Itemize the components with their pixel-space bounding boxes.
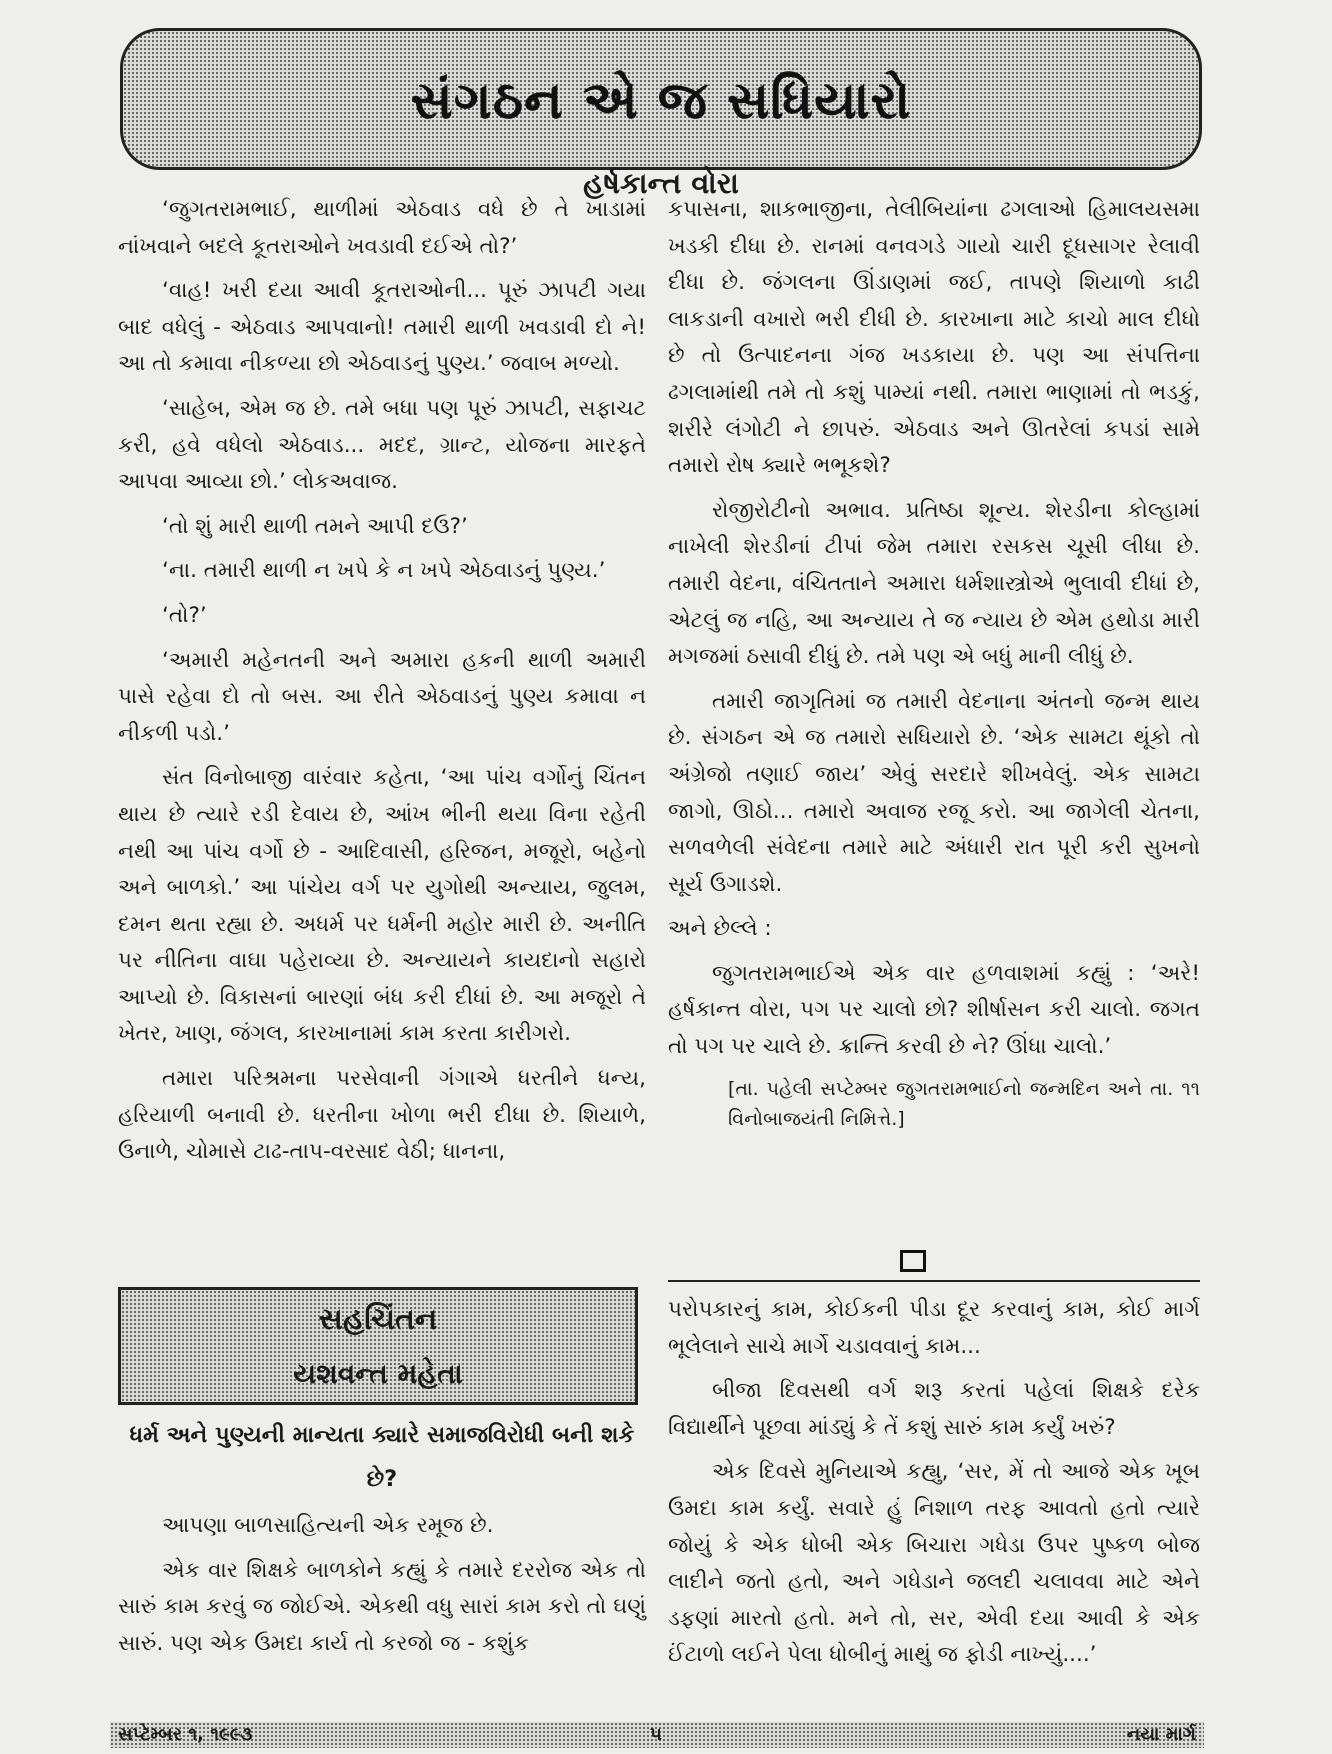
- end-mark-icon: [900, 1250, 926, 1272]
- paragraph: ‘વાહ! ખરી દયા આવી કૂતરાઓની... પૂરું ઝાપટી ગયા બાદ વધેલું - એઠવાડ આપવાનો! તમારી થાળી ખવડાવી દો ને! આ તો કમાવા નીકળ્યા છો એઠવાડનું પુણ્ય.’ જવાબ મળ્યો.: [118, 278, 646, 377]
- column-text-left: [118, 1508, 646, 1670]
- paragraph: આપણા બાળસાહિત્યની એક રમૂજ છે.: [162, 1513, 494, 1538]
- paragraph: રોજીરોટીનો અભાવ. પ્રતિષ્ઠા શૂન્ય. શેરડીના કોલ્હામાં નાખેલી શેરડીનાં ટીપાં જેમ તમારા રસકસ ચૂસી લીધા છે. તમારી વેદના, વંચિતતાને અમારા ધર્મશાસ્ત્રોએ ભુલાવી દીધાં છે, એટલું જ નહિ, આ અન્યાય તે જ ન્યાય છે એમ હથોડા મારી મગજમાં ઠસાવી દીધું છે. તમે પણ એ બધું માની લીધું છે.: [668, 497, 1200, 670]
- article-header: [120, 28, 1202, 200]
- paragraph: જુગતરામભાઈએ એક વાર હળવાશમાં કહ્યું : ‘અરે! હર્ષકાન્ત વોરા, પગ પર ચાલો છો? શીર્ષાસન કરી ચાલો. જગત તો પગ પર ચાલે છે. ક્રાન્તિ કરવી છે ને? ઊંધા ચાલો.’: [668, 960, 1200, 1060]
- paragraph: સંત વિનોબાજી વારંવાર કહેતા, ‘આ પાંચ વર્ગોનું ચિંતન થાય છે ત્યારે રડી દેવાય છે, આંખ ભીની થયા વિના રહેતી નથી આ પાંચ વર્ગો છે - આદિવાસી, હરિજન, મજૂરો, બહેનો અને બાળકો.’ આ પાંચેય વર્ગ પર યુગોથી અન્યાય, જુલમ, દમન થતા રહ્યા છે. અધર્મ પર ધર્મની મહોર મારી છે. અનીતિ પર નીતિના વાઘા પહેરાવ્યા છે. અન્યાયને કાયદાનો સહારો આપ્યો છે. વિકાસનાં બારણાં બંધ કરી દીધાં છે. આ મજૂરો તે ખેતર, ખાણ, જંગલ, કારખાનામાં કામ કરતા કારીગરો.: [118, 765, 646, 1047]
- page-footer: [110, 1722, 1204, 1748]
- footer-date: સપ્ટેમ્બર ૧, ૧૯૯૩: [118, 1724, 253, 1745]
- footnote: [તા. પહેલી સપ્ટેમ્બર જુગતરામભાઈનો જન્મદિન અને તા. ૧૧ વિનોબાજયંતી નિમિત્તે.]: [728, 1077, 1200, 1130]
- paragraph: ‘જુગતરામભાઈ, થાળીમાં એઠવાડ વધે છે તે ખાડામાં નાંખવાને બદલે કૂતરાઓને ખવડાવી દઈએ તો?’: [118, 197, 646, 259]
- paragraph: કપાસના, શાકભાજીના, તેલીબિયાંના ઢગલાઓ હિમાલયસમા ખડકી દીધા છે. રાનમાં વનવગડે ગાયો ચારી દૂધસાગર રેલાવી દીધા છે. જંગલના ઊંડાણમાં જઈ, તાપણે શિયાળો કાઢી લાકડાની વખારો ભરી દીધી છે. કારખાના માટે કાચો માલ દીધો છે તો ઉત્પાદનના ગંજ ખડકાયા છે. પણ આ સંપત્તિના ઢગલામાંથી તમે તો કશું પામ્યાં નથી. તમારા ભાણામાં તો ભડકું, શરીરે લંગોટી ને છાપરું. એઠવાડ અને ઊતરેલાં કપડાં સામે તમારો રોષ ક્યારે ભભૂકશે?: [668, 197, 1200, 479]
- article-author: હર્ષકાન્ત વોરા: [583, 166, 739, 200]
- column-text-right: [668, 1292, 1200, 1682]
- paragraph: ‘અમારી મહેનતની અને અમારા હકની થાળી અમારી પાસે રહેવા દો તો બસ. આ રીતે એઠવાડનું પુણ્ય કમાવા ન નીકળી પડો.’: [118, 647, 646, 746]
- column-author: યશવન્ત મહેતા: [293, 1357, 463, 1390]
- article-column-left: [118, 192, 646, 1179]
- paragraph: પરોપકારનું કામ, કોઈકની પીડા દૂર કરવાનું કામ, કોઈ માર્ગ ભૂલેલાને સાચે માર્ગે ચડાવવાનું કામ...: [668, 1297, 1200, 1359]
- page-number: ૫: [650, 1724, 662, 1745]
- divider: [668, 1280, 1200, 1282]
- paragraph: તમારા પરિશ્રમના પરસેવાની ગંગાએ ધરતીને ધન્ય, હરિયાળી બનાવી છે. ધરતીના ખોળા ભરી દીધા છે. શિયાળે, ઉનાળે, ચોમાસે ટાઢ-તાપ-વરસાદ વેઠી; ધાનના,: [118, 1066, 646, 1165]
- paragraph: ‘સાહેબ, એમ જ છે. તમે બધા પણ પૂરું ઝાપટી, સફાચટ કરી, હવે વધેલો એઠવાડ... મદદ, ગ્રાન્ટ, યોજના મારફતે આપવા આવ્યા છો.’ લોકઅવાજ.: [118, 395, 646, 495]
- paragraph: એક વાર શિક્ષકે બાળકોને કહ્યું કે તમારે દરરોજ એક તો સારું કામ કરવું જ જોઈએ. એકથી વધુ સારાં કામ કરો તો ઘણું સારું. પણ એક ઉમદા કાર્ય તો કરજો જ - કશુંક: [118, 1557, 646, 1656]
- paragraph: ‘તો શું મારી થાળી તમને આપી દઉ?’: [162, 513, 468, 539]
- paragraph: બીજા દિવસથી વર્ગ શરૂ કરતાં પહેલાં શિક્ષકે દરેક વિદ્યાર્થીને પૂછવા માંડ્યું કે તેં કશું સારું કામ કર્યું ખરું?: [668, 1378, 1200, 1440]
- column-subhead: ધર્મ અને પુણ્યની માન્યતા ક્યારે સમાજવિરોધી બની શકે છે?: [129, 1422, 635, 1492]
- column-header: [118, 1287, 638, 1405]
- article-title: સંગઠન એ જ સધિયારો: [410, 71, 912, 131]
- last-label: અને છેલ્લે :: [668, 916, 772, 942]
- paragraph: તમારી જાગૃતિમાં જ તમારી વેદનાના અંતનો જન્મ થાય છે. સંગઠન એ જ તમારો સધિયારો છે. ‘એક સામટા થૂંકો તો અંગ્રેજો તણાઈ જાય’ એવું સરદારે શીખવેલું. એક સામટા જાગો, ઊઠો... તમારો અવાજ રજૂ કરો. આ જાગેલી ચેતના, સળવળેલી સંવેદના તમારે માટે અંધારી રાત પૂરી કરી સુખનો સૂર્ય ઉગાડશે.: [668, 688, 1200, 897]
- magazine-name: નયા માર્ગ: [1126, 1724, 1196, 1745]
- paragraph: ‘ના. તમારી થાળી ન ખપે કે ન ખપે એઠવાડનું પુણ્ય.’: [162, 558, 606, 584]
- article-column-right: [668, 192, 1200, 1142]
- column-title: સહચિંતન: [318, 1302, 438, 1337]
- paragraph: એક દિવસે મુનિયાએ કહ્યુ, ‘સર, મેં તો આજે એક ખૂબ ઉમદા કામ કર્યું. સવારે હું નિશાળ તરફ આવતો હતો ત્યારે જોયું કે એક ધોબી એક બિચારા ગધેડા ઉપર પુષ્કળ બોજ લાદીને જતો હતો, અને ગધેડાને જલદી ચલાવવા માટે એને ડફણાં મારતો હતો. મને તો, સર, એવી દયા આવી કે એક ઈંટાળો લઈને પેલા ધોબીનું માથું જ ફોડી નાખ્યું....’: [668, 1459, 1200, 1668]
- paragraph: ‘તો?’: [162, 602, 207, 628]
